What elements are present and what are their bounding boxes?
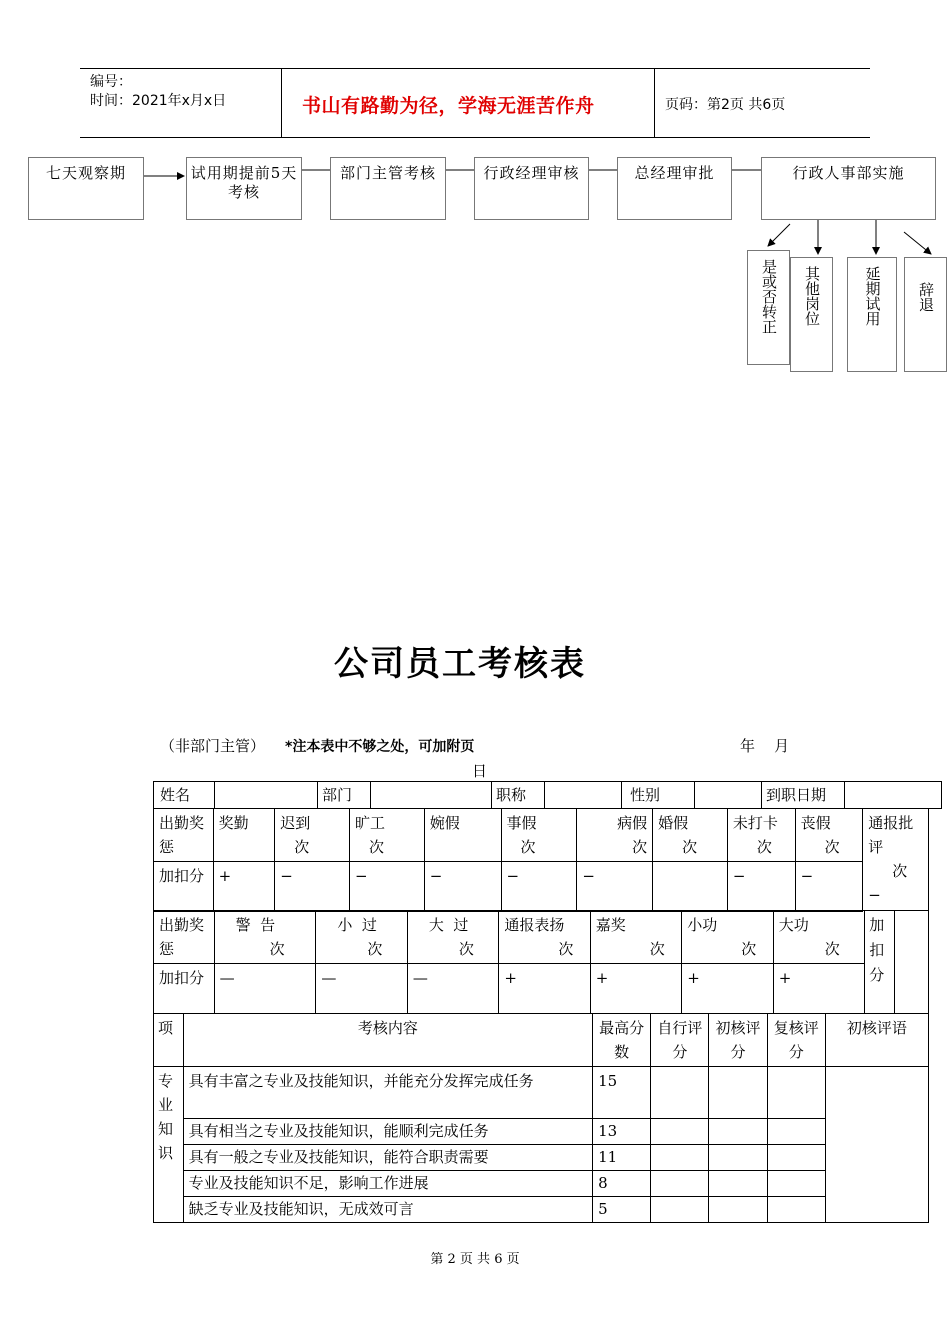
motto: 书山有路勤为径，学海无涯苦作舟 — [302, 95, 595, 117]
evaluation-table — [153, 1013, 929, 1223]
row-max: 15 — [593, 1067, 651, 1119]
first-score-field[interactable] — [709, 1171, 767, 1197]
attendance-table-1 — [153, 808, 929, 912]
att-item: 通报批评 次 − — [863, 809, 929, 912]
flow-step-early-review: 试用期提前5天考核 — [186, 157, 302, 220]
outcome-label: 辞退 — [917, 282, 935, 312]
att-sign[interactable]: − — [795, 862, 863, 912]
second-score-field[interactable] — [767, 1067, 825, 1119]
col-max: 最高分数 — [593, 1014, 651, 1067]
date-day: 日 — [472, 762, 488, 780]
row-max: 5 — [593, 1197, 651, 1223]
att-sign[interactable]: + — [213, 862, 275, 912]
row-content: 具有相当之专业及技能知识，能顺利完成任务 — [183, 1119, 592, 1145]
att1-score-label: 加扣分 — [154, 862, 214, 912]
first-score-field[interactable] — [709, 1067, 767, 1119]
time-label: 时间：2021年x月x日 — [90, 93, 227, 109]
self-score-field[interactable] — [651, 1197, 709, 1223]
row-content: 专业及技能知识不足，影响工作进展 — [183, 1171, 592, 1197]
att-item: 通报表扬 次 — [499, 911, 590, 964]
row-content: 具有一般之专业及技能知识，能符合职责需要 — [183, 1145, 592, 1171]
att-sign[interactable]: − — [577, 862, 653, 912]
col-self: 自行评分 — [651, 1014, 709, 1067]
outcome-confirm — [747, 250, 790, 365]
second-score-field[interactable] — [767, 1145, 825, 1171]
col-first: 初核评分 — [709, 1014, 767, 1067]
outcome-other-post — [790, 257, 833, 372]
note-text: *注本表中不够之处，可加附页 — [285, 739, 475, 755]
att-item: 未打卡 次 — [727, 809, 795, 862]
att-sign[interactable]: + — [682, 964, 773, 1014]
attendance-table-2 — [153, 910, 929, 1014]
att-sign[interactable]: − — [501, 862, 577, 912]
att-item: 奖勤 — [213, 809, 275, 862]
number-label: 编号： — [90, 74, 132, 90]
flow-step-dept-review: 部门主管考核 — [330, 157, 446, 220]
col-content: 考核内容 — [183, 1014, 592, 1067]
note-scope: （非部门主管） — [160, 737, 266, 755]
flow-arrow — [768, 224, 790, 246]
gender-label: 性别 — [622, 782, 695, 809]
att-sign[interactable]: − — [424, 862, 501, 912]
att-item: 大功 次 — [773, 911, 864, 964]
self-score-field[interactable] — [651, 1119, 709, 1145]
att2-total-label: 加扣分 — [865, 911, 895, 1014]
flow-step-admin-review: 行政经理审核 — [474, 157, 589, 220]
att-sign[interactable]: — — [407, 964, 498, 1014]
col-comment: 初核评语 — [825, 1014, 928, 1067]
first-score-field[interactable] — [709, 1119, 767, 1145]
outcome-dismiss — [904, 257, 947, 372]
att-sign[interactable]: — — [316, 964, 407, 1014]
page-label: 页码：第2页 共6页 — [665, 97, 786, 113]
join-date-field[interactable] — [845, 782, 942, 809]
second-score-field[interactable] — [767, 1171, 825, 1197]
page-footer: 第 2 页 共 6 页 — [430, 1252, 520, 1267]
outcome-label: 延期试用 — [863, 266, 882, 326]
att-item: 病假 次 — [577, 809, 653, 862]
self-score-field[interactable] — [651, 1145, 709, 1171]
att-sign[interactable]: + — [773, 964, 864, 1014]
join-date-label: 到职日期 — [762, 782, 845, 809]
second-score-field[interactable] — [767, 1197, 825, 1223]
att-item: 小 过 次 — [316, 911, 407, 964]
att-item: 旷工 次 — [350, 809, 425, 862]
row-max: 13 — [593, 1119, 651, 1145]
first-score-field[interactable] — [709, 1145, 767, 1171]
att2-score-label: 加扣分 — [154, 964, 215, 1014]
dept-field[interactable] — [371, 782, 492, 809]
outcome-label: 其他岗位 — [803, 266, 821, 326]
att-sign[interactable]: − — [350, 862, 425, 912]
att2-total-field[interactable] — [895, 911, 929, 1014]
col-second: 复核评分 — [767, 1014, 825, 1067]
form-title: 公司员工考核表 — [334, 644, 586, 684]
att-sign[interactable] — [653, 862, 728, 912]
row-content: 缺乏专业及技能知识，无成效可言 — [183, 1197, 592, 1223]
gender-field[interactable] — [695, 782, 762, 809]
flow-step-hr-implement: 行政人事部实施 — [761, 157, 936, 220]
att2-row-label: 出勤奖惩 — [154, 911, 215, 964]
att-sign[interactable]: + — [499, 964, 590, 1014]
att-item: 婉假 — [424, 809, 501, 862]
outcome-extend — [847, 257, 897, 372]
row-content: 具有丰富之专业及技能知识，并能充分发挥完成任务 — [183, 1067, 592, 1119]
att-item: 丧假 次 — [795, 809, 863, 862]
name-field[interactable] — [215, 782, 318, 809]
row-max: 11 — [593, 1145, 651, 1171]
att-sign[interactable]: + — [590, 964, 681, 1014]
att-item: 警 告 次 — [214, 911, 316, 964]
col-item: 项 — [154, 1014, 184, 1067]
att-sign[interactable]: − — [727, 862, 795, 912]
first-score-field[interactable] — [709, 1197, 767, 1223]
att-item: 迟到 次 — [275, 809, 350, 862]
self-score-field[interactable] — [651, 1067, 709, 1119]
title-label: 职称 — [492, 782, 545, 809]
outcome-label: 是或否转正 — [760, 259, 778, 334]
flow-step-observation: 七天观察期 — [28, 157, 144, 220]
date-year-month: 年 月 — [740, 737, 790, 755]
comment-field[interactable] — [825, 1067, 928, 1223]
att-item: 事假 次 — [501, 809, 577, 862]
row-max: 8 — [593, 1171, 651, 1197]
att-item: 嘉奖 次 — [590, 911, 681, 964]
att1-row-label: 出勤奖惩 — [154, 809, 214, 862]
att-sign[interactable]: − — [275, 862, 350, 912]
info-table — [153, 781, 942, 809]
att-item: 大 过 次 — [407, 911, 498, 964]
name-label: 姓名 — [154, 782, 215, 809]
self-score-field[interactable] — [651, 1171, 709, 1197]
att-sign[interactable]: — — [214, 964, 316, 1014]
flow-arrow — [904, 232, 931, 254]
second-score-field[interactable] — [767, 1119, 825, 1145]
att-item: 婚假 次 — [653, 809, 728, 862]
section-label: 专业知识 — [154, 1067, 184, 1223]
dept-label: 部门 — [318, 782, 371, 809]
att-item: 小功 次 — [682, 911, 773, 964]
flow-step-gm-approval: 总经理审批 — [617, 157, 732, 220]
title-field[interactable] — [545, 782, 622, 809]
